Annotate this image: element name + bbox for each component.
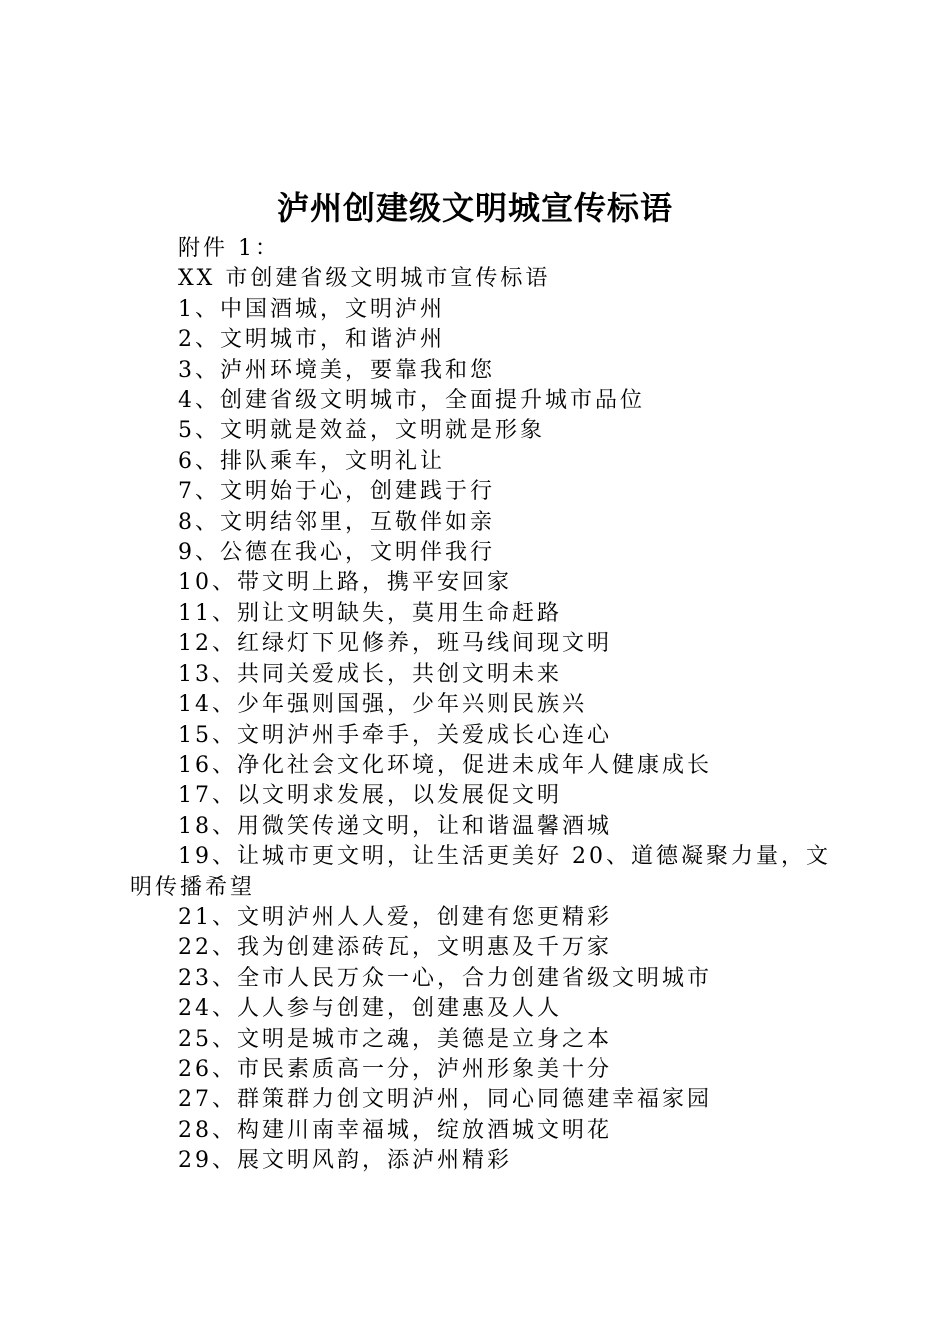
slogan-item: 2、文明城市，和谐泸州	[178, 327, 445, 353]
attachment-label: 附件 1：	[178, 236, 280, 261]
slogan-item: 14、少年强则国强，少年兴则民族兴	[178, 692, 587, 718]
slogan-item: 1、中国酒城，文明泸州	[178, 296, 445, 322]
slogan-item: 27、群策群力创文明泸州，同心同德建幸福家园	[178, 1087, 712, 1113]
slogan-item: 8、文明结邻里，互敬伴如亲	[178, 509, 495, 535]
slogan-item: 29、展文明风韵，添泸州精彩	[178, 1148, 512, 1174]
slogan-item: 19、让城市更文明，让生活更美好 20、道德凝聚力量，文明传播希望	[130, 844, 831, 900]
slogan-item: 18、用微笑传递文明，让和谐温馨酒城	[178, 813, 612, 839]
slogan-item: 25、文明是城市之魂，美德是立身之本	[178, 1026, 612, 1052]
slogan-item: 7、文明始于心，创建践于行	[178, 479, 495, 505]
slogan-item: 4、创建省级文明城市，全面提升城市品位	[178, 388, 645, 414]
slogan-item: 24、人人参与创建，创建惠及人人	[178, 996, 562, 1022]
slogan-item: 11、别让文明缺失，莫用生命赶路	[178, 600, 562, 626]
slogan-item: 16、净化社会文化环境，促进未成年人健康成长	[178, 752, 712, 778]
slogan-item: 5、文明就是效益，文明就是形象	[178, 418, 545, 444]
slogan-item: 9、公德在我心，文明伴我行	[178, 540, 495, 566]
slogan-item: 10、带文明上路，携平安回家	[178, 570, 512, 596]
slogan-item: 3、泸州环境美，要靠我和您	[178, 357, 495, 383]
slogan-item: 21、文明泸州人人爱，创建有您更精彩	[178, 904, 612, 930]
slogan-item: 13、共同关爱成长，共创文明未来	[178, 661, 562, 687]
document-title: 泸州创建级文明城宣传标语	[276, 189, 673, 227]
document-body	[130, 234, 840, 1177]
slogan-item: 6、排队乘车，文明礼让	[178, 448, 445, 474]
list-heading: XX 市创建省级文明城市宣传标语	[178, 266, 551, 292]
slogan-item: 28、构建川南幸福城，绽放酒城文明花	[178, 1117, 612, 1143]
slogan-item: 15、文明泸州手牵手，关爱成长心连心	[178, 722, 612, 748]
slogan-item: 23、全市人民万众一心，合力创建省级文明城市	[178, 965, 712, 991]
slogan-item: 22、我为创建添砖瓦，文明惠及千万家	[178, 935, 612, 961]
slogan-item: 12、红绿灯下见修养，班马线间现文明	[178, 631, 612, 657]
slogan-item: 17、以文明求发展，以发展促文明	[178, 783, 562, 809]
slogan-item: 26、市民素质高一分，泸州形象美十分	[178, 1056, 612, 1082]
